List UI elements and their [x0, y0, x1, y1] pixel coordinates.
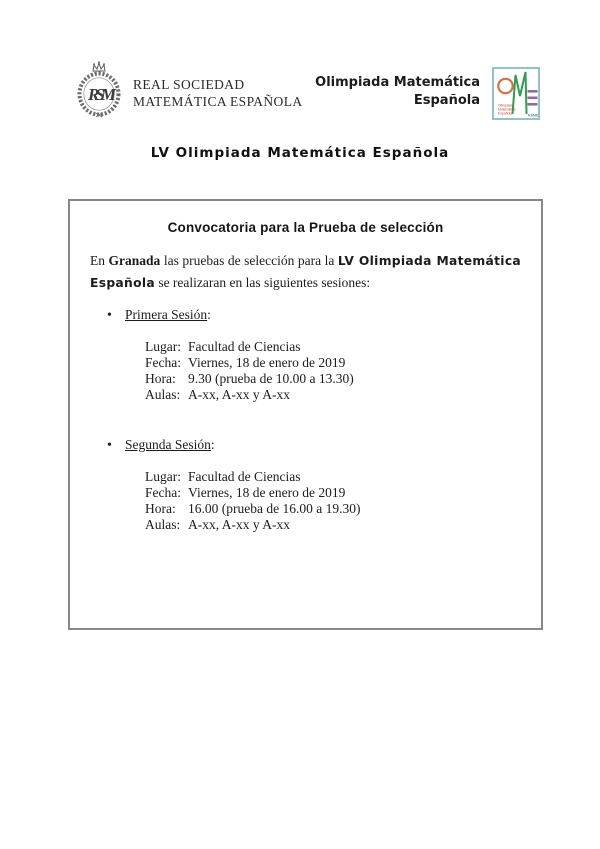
session-2-title: Segunda Sesión	[125, 437, 211, 452]
detail-label: Hora:	[145, 501, 176, 516]
detail-label: Fecha:	[145, 355, 181, 370]
intro-part2: las pruebas de selección para la	[160, 253, 338, 268]
detail-label: Hora:	[145, 371, 176, 386]
society-name-line2: MATEMÁTICA ESPAÑOLA	[133, 94, 303, 109]
table-row	[145, 387, 523, 403]
list-item-session-2	[88, 437, 523, 533]
session-1-details	[145, 339, 523, 403]
session-1-title: Primera Sesión	[125, 307, 208, 322]
notice-box	[68, 199, 543, 630]
society-name-line1: REAL SOCIEDAD	[133, 77, 245, 92]
detail-value: Facultad de Ciencias	[188, 339, 301, 354]
session-1-title-row	[88, 307, 523, 324]
detail-label: Fecha:	[145, 485, 181, 500]
olympiad-name-line2: Española	[413, 93, 480, 108]
session-2-details	[145, 469, 523, 533]
table-row	[145, 517, 523, 533]
notice-heading: Convocatoria para la Prueba de selección	[167, 220, 444, 235]
ome-logo-caption-line3: Española	[498, 111, 513, 116]
olympiad-name-line1: Olimpiada Matemática	[315, 75, 480, 90]
detail-value: A-xx, A-xx y A-xx	[188, 517, 290, 532]
bullet-icon: •	[107, 308, 112, 323]
table-row	[145, 469, 523, 485]
table-row	[145, 339, 523, 355]
table-row	[145, 371, 523, 387]
table-row	[145, 501, 523, 517]
detail-value: 9.30 (prueba de 10.00 a 13.30)	[188, 371, 354, 386]
table-row	[145, 485, 523, 501]
detail-value: Viernes, 18 de enero de 2019	[188, 355, 346, 370]
page-title: LV Olimpiada Matemática Española	[150, 145, 450, 161]
seal-monogram-text: RSM	[88, 85, 112, 104]
detail-value: 16.00 (prueba de 16.00 a 19.30)	[188, 501, 361, 516]
detail-label: Aulas:	[145, 387, 181, 402]
society-name	[133, 76, 303, 110]
ome-logo-rsme-text: RSME	[528, 113, 539, 118]
detail-label: Lugar:	[145, 339, 181, 354]
detail-value: Facultad de Ciencias	[188, 469, 301, 484]
intro-paragraph	[90, 250, 521, 294]
detail-value: Viernes, 18 de enero de 2019	[188, 485, 346, 500]
session-2-title-colon: :	[210, 437, 215, 452]
ome-logo-icon	[492, 67, 540, 120]
bullet-icon: •	[107, 438, 112, 453]
intro-part3: se realizaran en las siguientes sesiones:	[154, 275, 371, 290]
intro-city: Granada	[108, 253, 161, 268]
session-2-title-row	[88, 437, 523, 454]
ome-logo-caption-line2: Matemática	[498, 107, 516, 112]
intro-part1: En	[90, 253, 109, 268]
detail-value: A-xx, A-xx y A-xx	[188, 387, 290, 402]
table-row	[145, 355, 523, 371]
list-item-session-1	[88, 307, 523, 403]
detail-label: Lugar:	[145, 469, 181, 484]
rsme-seal-icon	[74, 60, 124, 118]
session-1-title-colon: :	[207, 307, 211, 322]
olympiad-name	[315, 74, 480, 110]
session-list	[88, 307, 523, 533]
ome-logo-caption-line1: Olimpiada	[498, 103, 514, 108]
detail-label: Aulas:	[145, 517, 181, 532]
intro-olympiad-name: LV Olimpiada Matemática Española	[90, 254, 522, 290]
